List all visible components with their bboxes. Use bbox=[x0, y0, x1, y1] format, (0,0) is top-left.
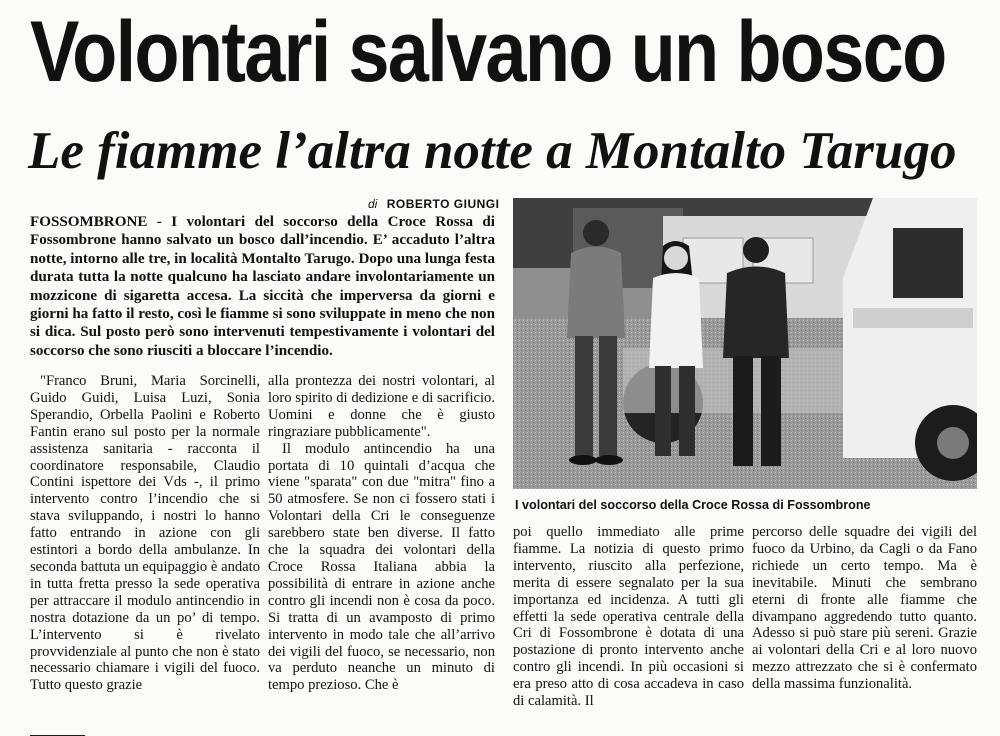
author-name: ROBERTO GIUNGI bbox=[386, 197, 500, 211]
photo-caption: I volontari del soccorso della Croce Rossa di Fossombrone bbox=[515, 498, 871, 512]
byline bbox=[368, 196, 499, 212]
body-column-2-paragraph-2: Il modulo antincendio ha una portata di 10 quintali d’acqua che viene "sparata" con due "mitra" fino a 50 atmosfere. Se non ci fossero stati i Volontari della Cri le conseguenze sarebbero state ben diverse. Il fatto che la squadra dei volontari della Croce Rossa Italiana abbia la possibilità di entrare in azione anche contro gli incendi non è cosa da poco. Si tratta di un avamposto di primo intervento in modo tale che all’arrivo dei vigili del fuoco, se necessario, non va perduto neanche un minuto di tempo prezioso. Che è bbox=[268, 440, 495, 694]
body-column-2-paragraph-1: alla prontezza dei nostri volontari, al loro spirito di dedizione e di sacrificio. Uomini e donne che è giusto ringraziare pubblicamente". bbox=[268, 373, 495, 440]
subheadline: Le fiamme l’altra notte a Montalto Tarugo bbox=[28, 122, 957, 180]
cut-off-next-headline bbox=[0, 728, 1000, 736]
headline: Volontari salvano un bosco bbox=[30, 4, 946, 100]
byline-prefix: di bbox=[368, 197, 378, 211]
news-photo bbox=[513, 198, 977, 489]
photo-illustration bbox=[513, 198, 977, 489]
body-column-1: "Franco Bruni, Maria Sorcinelli, Guido Guidi, Luisa Luzi, Sonia Sperandio, Orbella Paolini e Roberto Fantin erano sul posto per la normale assistenza sanitaria - racconta il coordinatore responsabile, Claudio Contini ispettore dei Vds -, il primo intervento contro l’incendio che si stava sviluppando, i nostri lo hanno fatto entrando in azione con gli estintori a bordo della ambulanze. In seconda battuta un equipaggio è andato in tutta fretta presso la sede operativa per attraccare il modulo antincendio in nostra dotazione da un po’ di tempo. L’intervento si è rivelato provvidenziale al punto che non è stato necessario chiamare i vigili del fuoco. Tutto questo grazie bbox=[30, 373, 260, 694]
body-column-3: poi quello immediato alle prime fiamme. La notizia di questo primo intervento, riuscito alla perfezione, merita di essere segnalato per la sua importanza ed incidenza. A tutti gli effetti la sede operativa centrale della Cri di Fossombrone è dotata di una postazione di pronto intervento anche contro gli incendi. In più occasioni si era preso atto di cosa accadeva in caso di calamità. Il bbox=[513, 524, 744, 710]
body-column-2 bbox=[268, 373, 495, 736]
lede-paragraph: FOSSOMBRONE - I volontari del soccorso della Croce Rossa di Fossombrone hanno salvato un bosco dall’incendio. E’ accaduto l’altra notte, intorno alle tre, in località Montalto Tarugo. Dopo una lunga festa durata tutta la notte qualcuno ha lasciato andare involontariamente un mozzicone di sigaretta accesa. La siccità che imperversa da giorni e giorni ha fatto il resto, così le fiamme si sono sviluppate in meno che non si dica. Sul posto però sono intervenuti tempestivamente i volontari del soccorso che sono riusciti a bloccare l’incendio. bbox=[30, 214, 495, 359]
body-column-4: percorso delle squadre dei vigili del fuoco da Urbino, da Cagli o da Fano richiede un certo tempo. Ma è inevitabile. Minuti che sembrano eterni di fronte alle fiamme che divampano aggredendo tutto quanto. Adesso si può stare più sereni. Grazie ai volontari della Cri e al loro nuovo mezzo attrezzato che si è confermato della massima funzionalità. bbox=[752, 524, 977, 693]
